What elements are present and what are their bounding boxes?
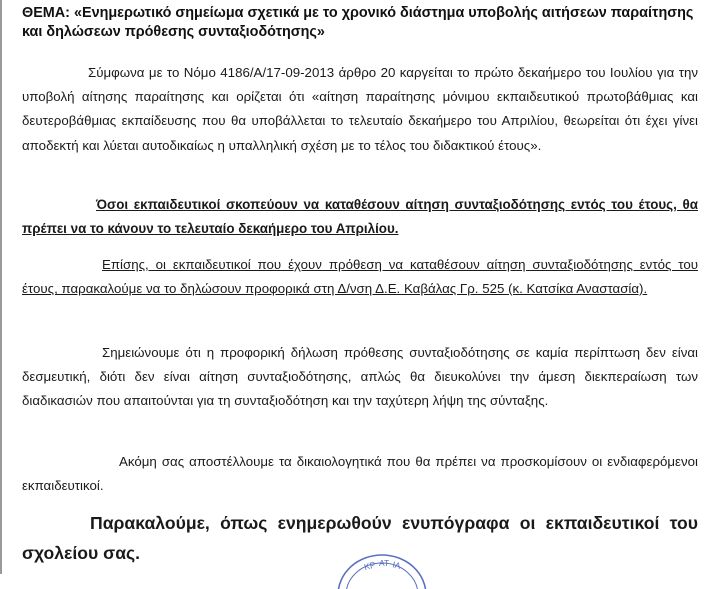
document-subject: ΘΕΜΑ: «Ενημερωτικό σημείωμα σχετικά με το χρονικό διάστημα υποβολής αιτήσεων παραίτησης και δηλώσεων πρόθεσης συνταξιοδότησης»	[22, 5, 694, 40]
official-stamp	[334, 549, 430, 589]
paragraph-sign-request: Παρακαλούμε, όπως ενημερωθούν ενυπόγραφα οι εκπαιδευτικοί του σχολείου σας.	[22, 513, 698, 563]
svg-text:ΙΑ: ΙΑ	[391, 559, 402, 571]
paragraph-non-binding-note: Σημειώνουμε ότι η προφορική δήλωση πρόθεσης συνταξιοδότησης σε καμία περίπτωση δεν είναι δεσμευτική, διότι δεν είναι αίτηση συνταξιοδότησης, απλώς θα διευκολύνει την άμεση διεκπεραίωση των διαδικασιών που απαιτούνται για τη συνταξιοδότηση και την ταχύτερη λήψη της σύνταξης.	[22, 345, 698, 409]
svg-text:ΑΤ: ΑΤ	[379, 558, 390, 568]
svg-text:ΚΡ: ΚΡ	[363, 559, 377, 572]
stamp-seal-icon	[334, 549, 430, 589]
paragraph-law-reference: Σύμφωνα με το Νόμο 4186/Α/17-09-2013 άρθρο 20 καργείται το πρώτο δεκαήμερο του Ιουλίου για την υποβολή αίτησης παραίτησης και ορίζεται ότι «αίτηση παραίτησης μόνιμου εκπαιδευτικού πρωτοβάθμιας και δευτεροβάθμιας εκπαίδευσης που θα υποβάλλεται το τελευταίο δεκαήμερο του Απριλίου, θεωρείται ότι έχει γίνει αποδεκτή και λύεται αυτοδικαίως η υπαλληλική σχέση με το τέλος του διδακτικού έτους».	[22, 65, 698, 153]
page-left-edge	[0, 0, 2, 574]
oral-declaration-text: Επίσης, οι εκπαιδευτικοί που έχουν πρόθεση να καταθέσουν αίτηση συνταξιοδότησης εντός του έτους, παρακαλούμε να το δηλώσουν προφορικά στη Δ/νση Δ.Ε. Καβάλας Γρ. 525 (κ. Κατσίκα Αναστασία).	[22, 257, 698, 297]
paragraph-oral-declaration	[22, 253, 698, 301]
paragraph-retirement-deadline: Όσοι εκπαιδευτικοί σκοπεύουν να καταθέσουν αίτηση συνταξιοδότησης εντός του έτους, θα πρέπει να το κάνουν το τελευταίο δεκαήμερο του Απριλίου.	[22, 197, 698, 237]
paragraph-documents-attached: Ακόμη σας αποστέλλουμε τα δικαιολογητικά που θα πρέπει να προσκομίσουν οι ενδιαφερόμενοι εκπαιδευτικοί.	[22, 454, 698, 494]
